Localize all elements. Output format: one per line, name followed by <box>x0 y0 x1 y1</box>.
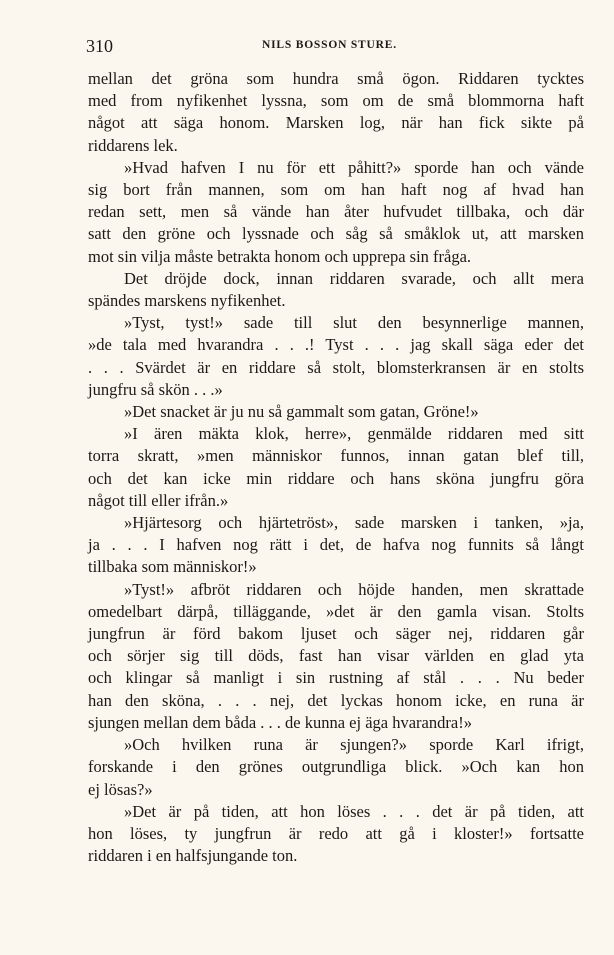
text-line: »Tyst, tyst!» sade till slut den besynnerlige mannen, <box>124 313 584 333</box>
text-line: . . . Svärdet är en riddare så stolt, blomsterkransen är en stolts <box>88 357 584 377</box>
page-number: 310 <box>86 36 113 56</box>
body-text <box>88 68 584 867</box>
page-header <box>86 36 586 58</box>
text-line: Det dröjde dock, innan riddaren svarade, och allt mera <box>124 268 584 288</box>
text-line: mot sin vilja måste betrakta honom och upprepa sin fråga. <box>88 246 472 266</box>
text-line: satt den gröne och lyssnade och såg så småklok ut, att marsken <box>88 224 584 244</box>
text-line: forskande i den grönes outgrundliga blick. »Och kan hon <box>88 757 584 777</box>
text-line: riddarens lek. <box>88 135 178 155</box>
text-line: »de tala med hvarandra . . .! Tyst . . . jag skall säga eder det <box>88 335 584 355</box>
text-line: jungfrun är förd bakom ljuset och säger nej, riddaren går <box>88 624 584 644</box>
text-line: torra skratt, »men människor funnos, innan gatan blef till, <box>88 446 584 466</box>
text-line: »Och hvilken runa är sjungen?» sporde Karl ifrigt, <box>124 735 584 755</box>
text-line: med from nyfikenhet lyssna, som om de små blommorna haft <box>88 91 584 111</box>
text-line: något att säga honom. Marsken log, när han fick sikte på <box>88 113 584 133</box>
text-line: något till eller ifrån.» <box>88 490 229 510</box>
text-line: sjungen mellan dem båda . . . de kunna ej äga hvarandra!» <box>88 712 472 732</box>
text-line: riddaren i en halfsjungande ton. <box>88 846 298 866</box>
text-line: »Tyst!» afbröt riddaren och höjde handen, men skrattade <box>124 579 584 599</box>
text-line: sig bort från mannen, som om han haft nog af hvad han <box>88 180 584 200</box>
text-line: redan sett, men så vände han åter hufvudet tillbaka, och där <box>88 202 584 222</box>
text-line: omedelbart därpå, tilläggande, »det är den gamla visan. Stolts <box>88 601 584 621</box>
text-line: »Det är på tiden, att hon löses . . . det är på tiden, att <box>124 801 584 821</box>
text-line: han den sköna, . . . nej, det lyckas honom icke, en runa är <box>88 690 584 710</box>
text-line: jungfru så skön . . .» <box>88 379 223 399</box>
text-line: och klingar så manligt i sin rustning af stål . . . Nu beder <box>88 668 584 688</box>
text-line: ja . . . I hafven nog rätt i det, de hafva nog funnits så långt <box>88 535 584 555</box>
text-line: mellan det gröna som hundra små ögon. Riddaren tycktes <box>88 69 584 88</box>
text-line: »Hjärtesorg och hjärtetröst», sade marsken i tanken, »ja, <box>124 513 584 533</box>
text-line: tillbaka som människor!» <box>88 557 257 577</box>
text-line: »Hvad hafven I nu för ett påhitt?» sporde han och vände <box>124 157 584 177</box>
text-line: och det kan icke min riddare och hans sköna jungfru göra <box>88 468 584 488</box>
text-line: och sörjer sig till döds, fast han visar världen en glad yta <box>88 646 584 666</box>
text-line: ej lösas?» <box>88 779 153 799</box>
running-title: NILS BOSSON STURE. <box>262 39 397 51</box>
text-line: hon löses, ty jungfrun är redo att gå i kloster!» fortsatte <box>88 823 584 843</box>
text-line: »I ären mäkta klok, herre», genmälde riddaren med sitt <box>124 424 584 444</box>
text-line: spändes marskens nyfikenhet. <box>88 291 286 311</box>
text-line: »Det snacket är ju nu så gammalt som gatan, Gröne!» <box>124 402 479 422</box>
